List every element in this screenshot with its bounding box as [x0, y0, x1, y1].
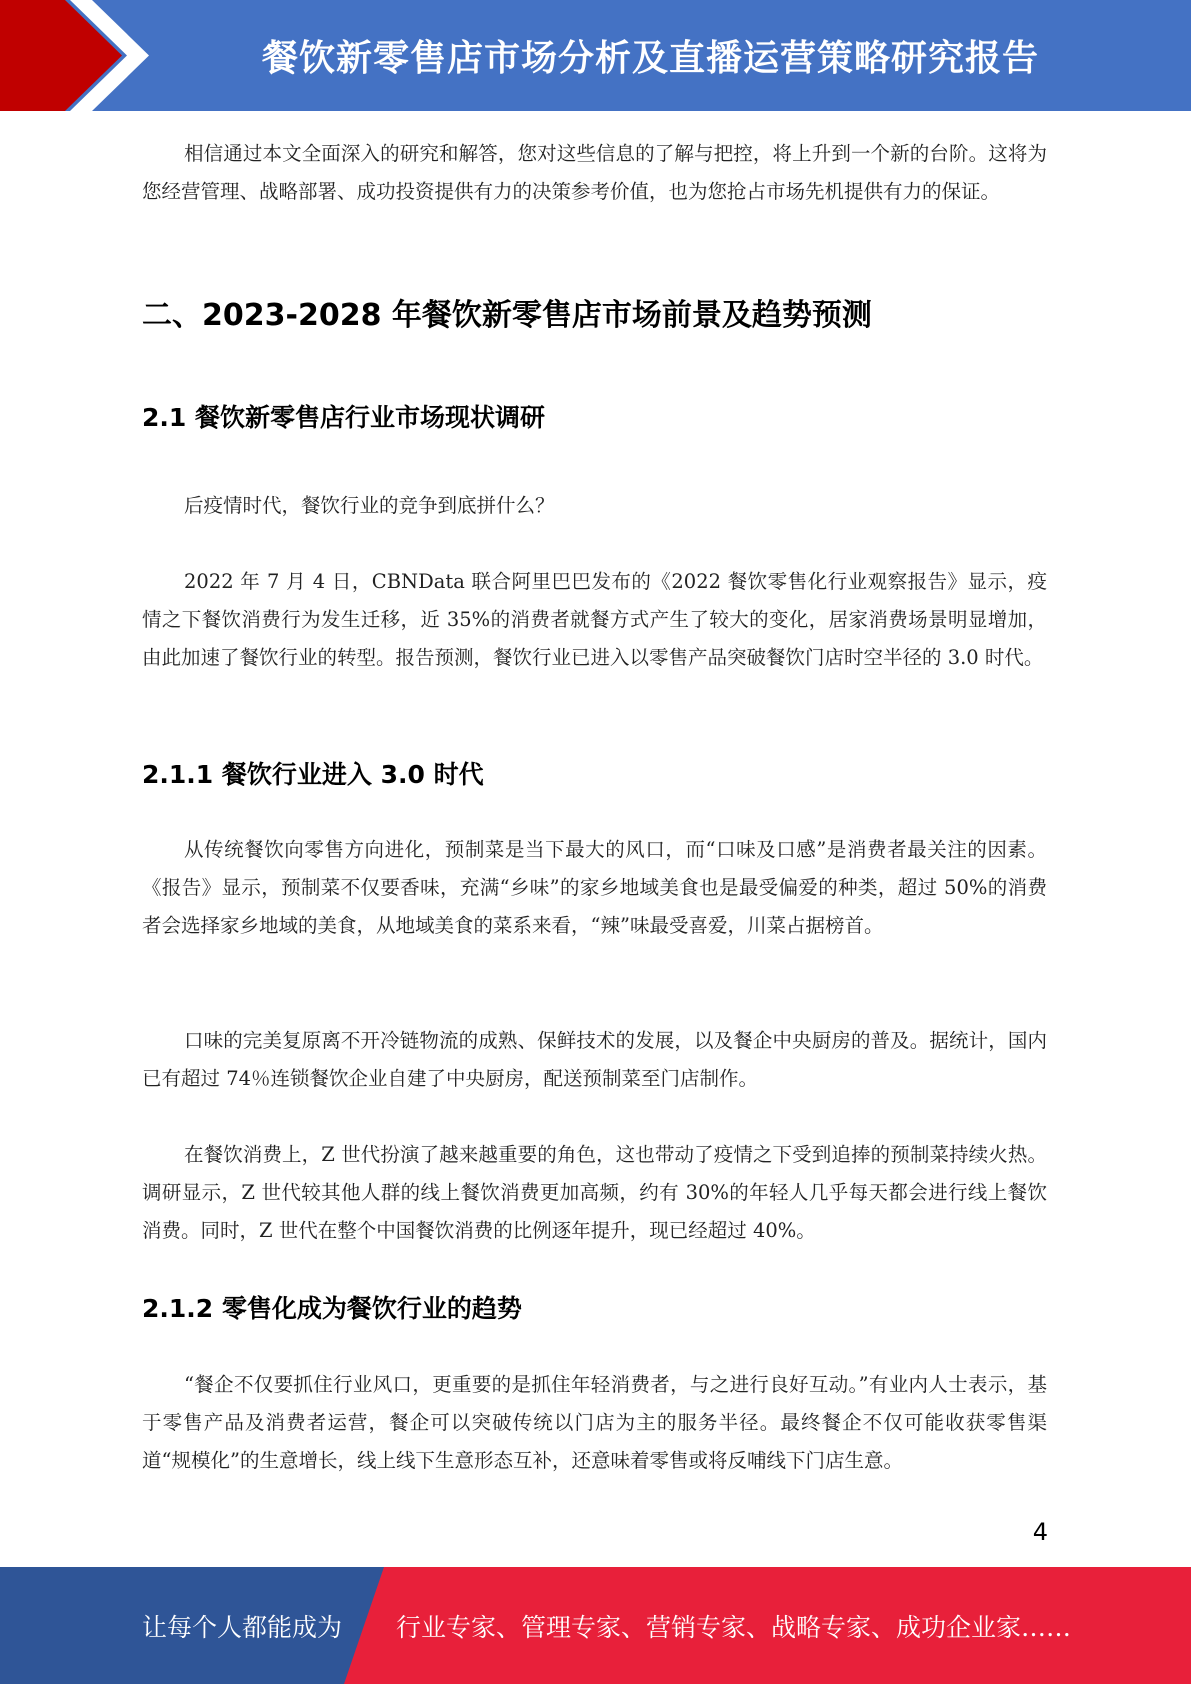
page-header: [0, 0, 1191, 111]
subsection-heading-2-1-1: 2.1.1 餐饮行业进入 3.0 时代: [142, 760, 484, 789]
coldchain-paragraph: 口味的完美复原离不开冷链物流的成熟、保鲜技术的发展，以及餐企中央厨房的普及。据统计，国内已有超过 74％连锁餐饮企业自建了中央厨房，配送预制菜至门店制作。: [142, 1029, 1047, 1090]
header-title: 餐饮新零售店市场分析及直播运营策略研究报告: [261, 38, 1039, 79]
genz-paragraph: 在餐饮消费上，Z 世代扮演了越来越重要的角色，这也带动了疫情之下受到追捧的预制菜持续火热。调研显示，Z 世代较其他人群的线上餐饮消费更加高频，约有 30%的年轻人几乎每天都会进行线上餐饮消费。同时，Z 世代在整个中国餐饮消费的比例逐年提升，现已经超过 40%。: [142, 1143, 1047, 1242]
question-paragraph: 后疫情时代，餐饮行业的竞争到底拼什么？: [184, 494, 555, 517]
trend-paragraph: “餐企不仅要抓住行业风口，更重要的是抓住年轻消费者，与之进行良好互动。”有业内人士表示，基于零售产品及消费者运营，餐企可以突破传统以门店为主的服务半径。最终餐企不仅可能收获零售渠道“规模化”的生意增长，线上线下生意形态互补，还意味着零售或将反哺线下门店生意。: [142, 1373, 1047, 1472]
footer-slogan-right: 行业专家、管理专家、营销专家、战略专家、成功企业家……: [396, 1612, 1072, 1642]
page-number: 4: [1032, 1518, 1048, 1546]
intro-paragraph: 相信通过本文全面深入的研究和解答，您对这些信息的了解与把控，将上升到一个新的台阶。这将为您经营管理、战略部署、成功投资提供有力的决策参考价值，也为您抢占市场先机提供有力的保证。: [142, 142, 1047, 203]
page-footer: [0, 1567, 1191, 1684]
subsection-heading-2-1: 2.1 餐饮新零售店行业市场现状调研: [142, 403, 545, 432]
report-paragraph: 2022 年 7 月 4 日，CBNData 联合阿里巴巴发布的《2022 餐饮零售化行业观察报告》显示，疫情之下餐饮消费行为发生迁移，近 35%的消费者就餐方式产生了较大的变化，居家消费场景明显增加，由此加速了餐饮行业的转型。报告预测，餐饮行业已进入以零售产品突破餐饮门店时空半径的 3.0 时代。: [142, 570, 1047, 669]
flavor-paragraph: 从传统餐饮向零售方向进化，预制菜是当下最大的风口，而“口味及口感”是消费者最关注的因素。《报告》显示，预制菜不仅要香味，充满“乡味”的家乡地域美食也是最受偏爱的种类，超过 50%的消费者会选择家乡地域的美食，从地域美食的菜系来看，“辣”味最受喜爱，川菜占据榜首。: [142, 838, 1047, 937]
footer-slogan-left: 让每个人都能成为: [142, 1612, 343, 1642]
subsection-heading-2-1-2: 2.1.2 零售化成为餐饮行业的趋势: [142, 1294, 522, 1323]
header-arrow-decoration: [0, 0, 160, 111]
section-heading: 二、2023-2028 年餐饮新零售店市场前景及趋势预测: [142, 298, 872, 333]
